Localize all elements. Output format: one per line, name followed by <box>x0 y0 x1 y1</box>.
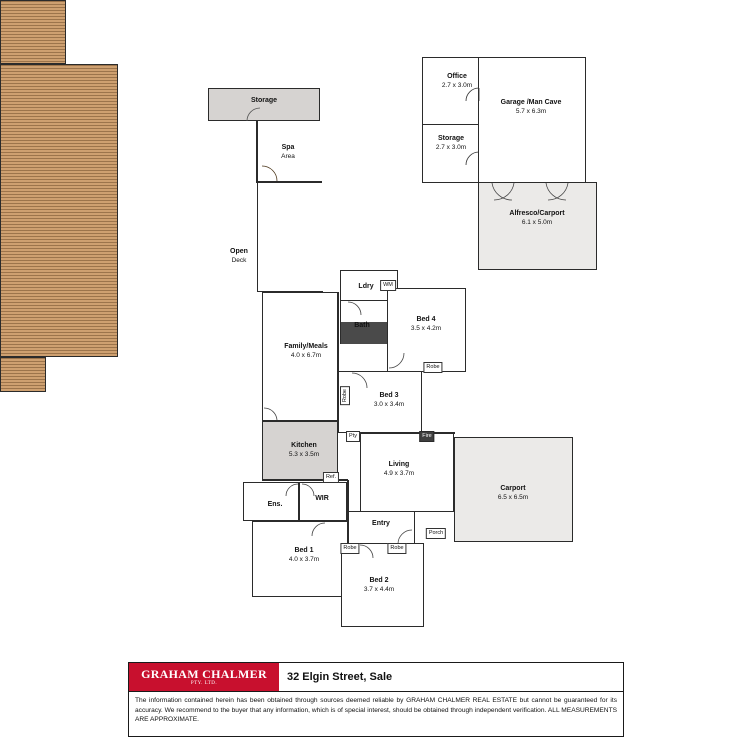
room-label: Bath <box>354 322 370 329</box>
room-label: Storage <box>250 97 278 104</box>
room-label: Alfresco/Carport 6.1 x 5.0m <box>509 210 565 226</box>
fixture-tag: Robe <box>340 543 359 554</box>
door-arc-garage-left <box>492 183 514 201</box>
brand-row <box>129 663 623 692</box>
room-label: Spa Area <box>281 144 295 160</box>
spa-divider-wall <box>256 120 258 182</box>
wall-entry-west <box>347 480 349 544</box>
spa-bottom-wall <box>256 181 322 183</box>
room-label: Office 2.7 x 3.0m <box>441 73 473 89</box>
room-label: Carport 6.5 x 6.5m <box>497 485 529 501</box>
fixture-tag: WM <box>380 280 396 291</box>
room-label: Ens. <box>267 501 283 508</box>
footer-panel <box>128 662 624 737</box>
property-address: 32 Elgin Street, Sale <box>287 671 393 683</box>
room-label: WIR <box>315 495 329 502</box>
room-label: Garage /Man Cave 5.7 x 6.3m <box>500 99 562 115</box>
door-arc-bed4 <box>389 352 405 368</box>
room-label: Open Deck <box>230 248 248 264</box>
room-spa-area <box>0 0 66 64</box>
door-arc-bed2 <box>360 545 374 559</box>
door-arc-bed3 <box>352 373 368 389</box>
room-open-deck <box>0 64 118 357</box>
room-label: Bed 3 3.0 x 3.4m <box>373 392 405 408</box>
room-label: Storage 2.7 x 3.0m <box>435 135 467 151</box>
room-label: Kitchen 5.3 x 3.5m <box>288 442 320 458</box>
door-arc-storage-upper <box>466 152 480 166</box>
door-arc-entry <box>398 530 413 544</box>
fixture-tag: Robe <box>423 362 442 373</box>
fixture-tag: Porch <box>426 528 446 539</box>
room-label: Entry <box>372 520 390 527</box>
door-arc-spa <box>262 165 278 181</box>
door-arc-office <box>466 88 480 102</box>
room-label: Bed 2 3.7 x 4.4m <box>363 577 395 593</box>
door-arc-wir <box>302 484 315 497</box>
logo-line-2: PTY. LTD. <box>190 681 218 686</box>
room-label: Living 4.9 x 3.7m <box>383 461 415 477</box>
fixture-tag: Robe <box>340 386 350 405</box>
deck-notch-cover <box>257 182 323 292</box>
door-arc-garage-right <box>546 183 568 201</box>
door-arc-bed1 <box>312 523 326 537</box>
fixture-tag: Robe <box>387 543 406 554</box>
room-label: Bed 4 3.5 x 4.2m <box>410 316 442 332</box>
door-arc-bath <box>348 302 362 316</box>
wall-family-east <box>337 292 339 422</box>
fixture-tag: Fire <box>419 431 434 442</box>
fixture-tag: Ref. <box>323 472 339 483</box>
room-label: Ldry <box>358 283 374 290</box>
room-porch <box>0 357 46 392</box>
room-label: Bed 1 4.0 x 3.7m <box>288 547 320 563</box>
door-arc-family-deck <box>264 408 278 421</box>
wall-living-north <box>360 432 455 434</box>
logo-line-1: GRAHAM CHALMER <box>141 667 267 681</box>
room-label: Family/Meals 4.0 x 6.7m <box>284 343 328 359</box>
disclaimer-text: The information contained herein has been obtained through sources deemed reliable by GRAHAM CHALMER REAL ESTATE but cannot be guaranteed for its accuracy. We recommend to the buyer that any information, which is of special interest, should be obtained through independent verification. ALL MEASUREMENTS ARE APPROXIMATE. <box>135 697 617 724</box>
room-garage-man-cave <box>478 57 586 183</box>
door-arc-ens <box>286 484 299 497</box>
door-arc-storage-deck <box>247 108 261 121</box>
fixture-tag: Pty <box>346 431 360 442</box>
graham-chalmer-logo <box>129 663 279 691</box>
